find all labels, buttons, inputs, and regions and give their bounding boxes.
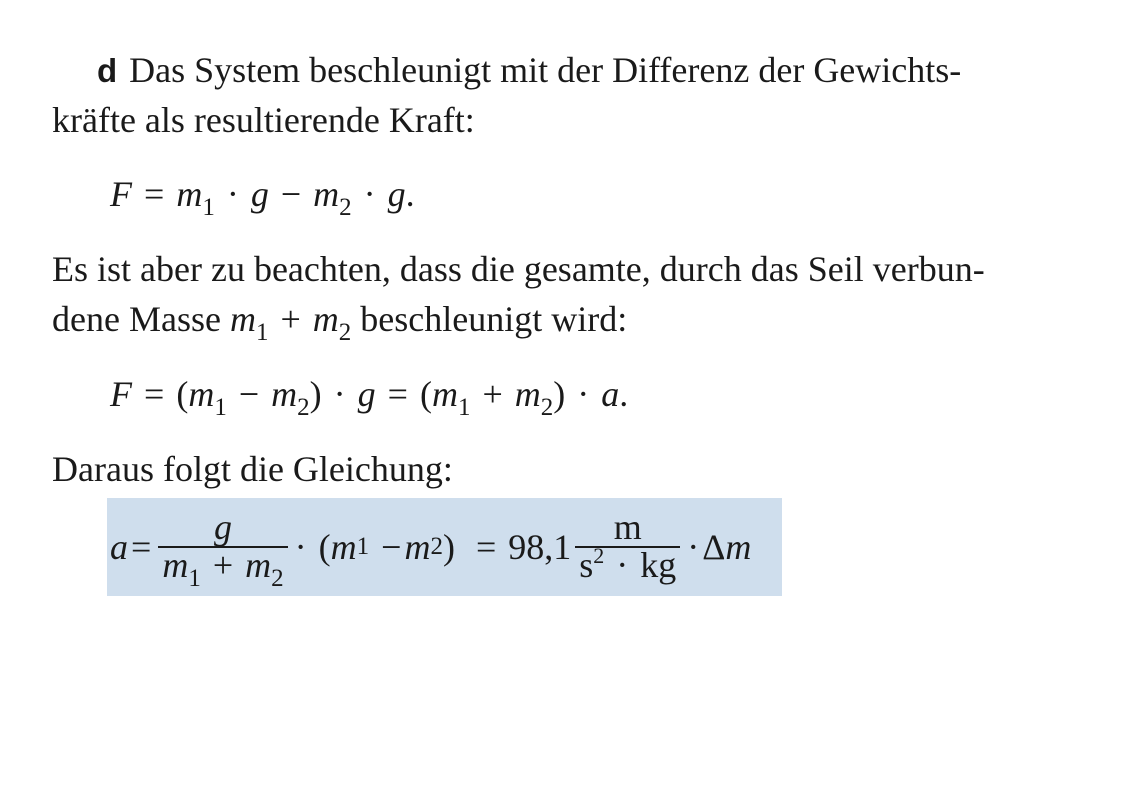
eq1-g-2: g xyxy=(387,174,406,214)
eq2-m2: m xyxy=(271,374,298,414)
eq1-equals: = xyxy=(144,174,165,214)
eq2-m2b: m xyxy=(514,374,541,414)
paragraph-2-line-1: Es ist aber zu beachten, dass die gesamte, durch das Seil verbun- xyxy=(52,249,985,289)
result-equation: a = $\frac{g}{m_1 + m_2}$ · ( m 1 − m 2 ) = 98,1 $\frac{m}{s^2 \cdot kg}$ · Δ m xyxy=(110,507,752,592)
paragraph-2-line-2 xyxy=(52,299,628,346)
res-frac-numerator: g xyxy=(213,507,232,547)
equation-2: $F = (m_1 - m_2) \cdot g = (m_1 + m_2) \cdot a$. xyxy=(110,374,629,421)
eq1-dot: · xyxy=(226,174,239,214)
eq1-sub-1: 1 xyxy=(202,194,215,221)
eq1-m2: m xyxy=(313,174,340,214)
res-den-sub-1: 1 xyxy=(188,565,201,592)
res-den-m2: m xyxy=(245,545,272,585)
p2-plus: + xyxy=(280,299,301,339)
res-unit-fraction xyxy=(575,508,680,586)
eq2-F: F xyxy=(110,374,132,414)
eq1-period: . xyxy=(405,174,415,214)
res-fraction-g xyxy=(158,507,287,592)
eq1-dot-2: · xyxy=(363,174,376,214)
eq1-m: m xyxy=(176,174,203,214)
paragraph-2-text-pre: dene Masse xyxy=(52,299,221,339)
eq2-equals-2: = xyxy=(387,374,408,414)
res-unit-dot: · xyxy=(616,545,629,585)
res-den-m1: m xyxy=(162,545,189,585)
paragraph-3: Daraus folgt die Gleichung: xyxy=(52,449,453,489)
eq2-plus: + xyxy=(482,374,503,414)
eq1-sub-2: 2 xyxy=(339,194,352,221)
p2-m2: m xyxy=(312,299,339,339)
res-m1: m xyxy=(330,527,357,567)
res-unit-denominator xyxy=(575,543,680,586)
equation-1 xyxy=(110,174,415,221)
res-unit-kg: kg xyxy=(640,545,677,585)
res-a: a xyxy=(110,527,128,567)
res-dot-2: · xyxy=(687,527,700,567)
eq2-dot: · xyxy=(333,374,346,414)
res-den-plus: + xyxy=(212,545,234,585)
eq2-m1: m xyxy=(188,374,215,414)
res-unit-s: s xyxy=(579,545,594,585)
res-unit-numerator: m xyxy=(613,507,642,547)
eq2-sub-2b: 2 xyxy=(540,394,554,421)
res-delta: Δ xyxy=(702,527,726,567)
res-minus: − xyxy=(381,527,402,567)
p2-m1: m xyxy=(229,299,256,339)
eq2-m1b: m xyxy=(431,374,458,414)
eq2-sub-1: 1 xyxy=(214,394,227,421)
res-den-sub-2: 2 xyxy=(271,565,284,592)
eq2-g: g xyxy=(357,374,376,414)
res-delta-m: m xyxy=(725,527,752,567)
eq2-dot-2: · xyxy=(577,374,590,414)
eq1-g: g xyxy=(250,174,269,214)
res-equals-2: = xyxy=(475,527,497,567)
eq1-minus: − xyxy=(280,174,302,214)
eq2-minus: − xyxy=(238,374,260,414)
res-equals: = xyxy=(131,527,152,567)
res-value: 98,1 xyxy=(508,527,572,567)
eq1-F: F xyxy=(110,174,132,214)
eq2-period: . xyxy=(619,374,629,414)
paragraph-1-text-1: Das System beschleunigt mit der Differenz der Gewichts- xyxy=(129,50,962,90)
paragraph-2-text-post: beschleunigt wird: xyxy=(360,299,628,339)
paragraph-1-line-2: kräfte als resultierende Kraft: xyxy=(52,100,475,140)
eq2-a: a xyxy=(601,374,620,414)
res-frac-denominator xyxy=(158,545,287,592)
paragraph-1-line-1 xyxy=(97,50,961,91)
res-m2: m xyxy=(404,527,431,567)
res-dot: · xyxy=(294,527,307,567)
res-unit-exp: 2 xyxy=(593,543,605,568)
p2-sub-2: 2 xyxy=(338,319,352,346)
section-label: d xyxy=(97,52,118,89)
eq2-sub-2: 2 xyxy=(297,394,310,421)
eq2-sub-1b: 1 xyxy=(457,394,471,421)
eq2-equals: = xyxy=(144,374,165,414)
p2-sub-1: 1 xyxy=(255,319,269,346)
